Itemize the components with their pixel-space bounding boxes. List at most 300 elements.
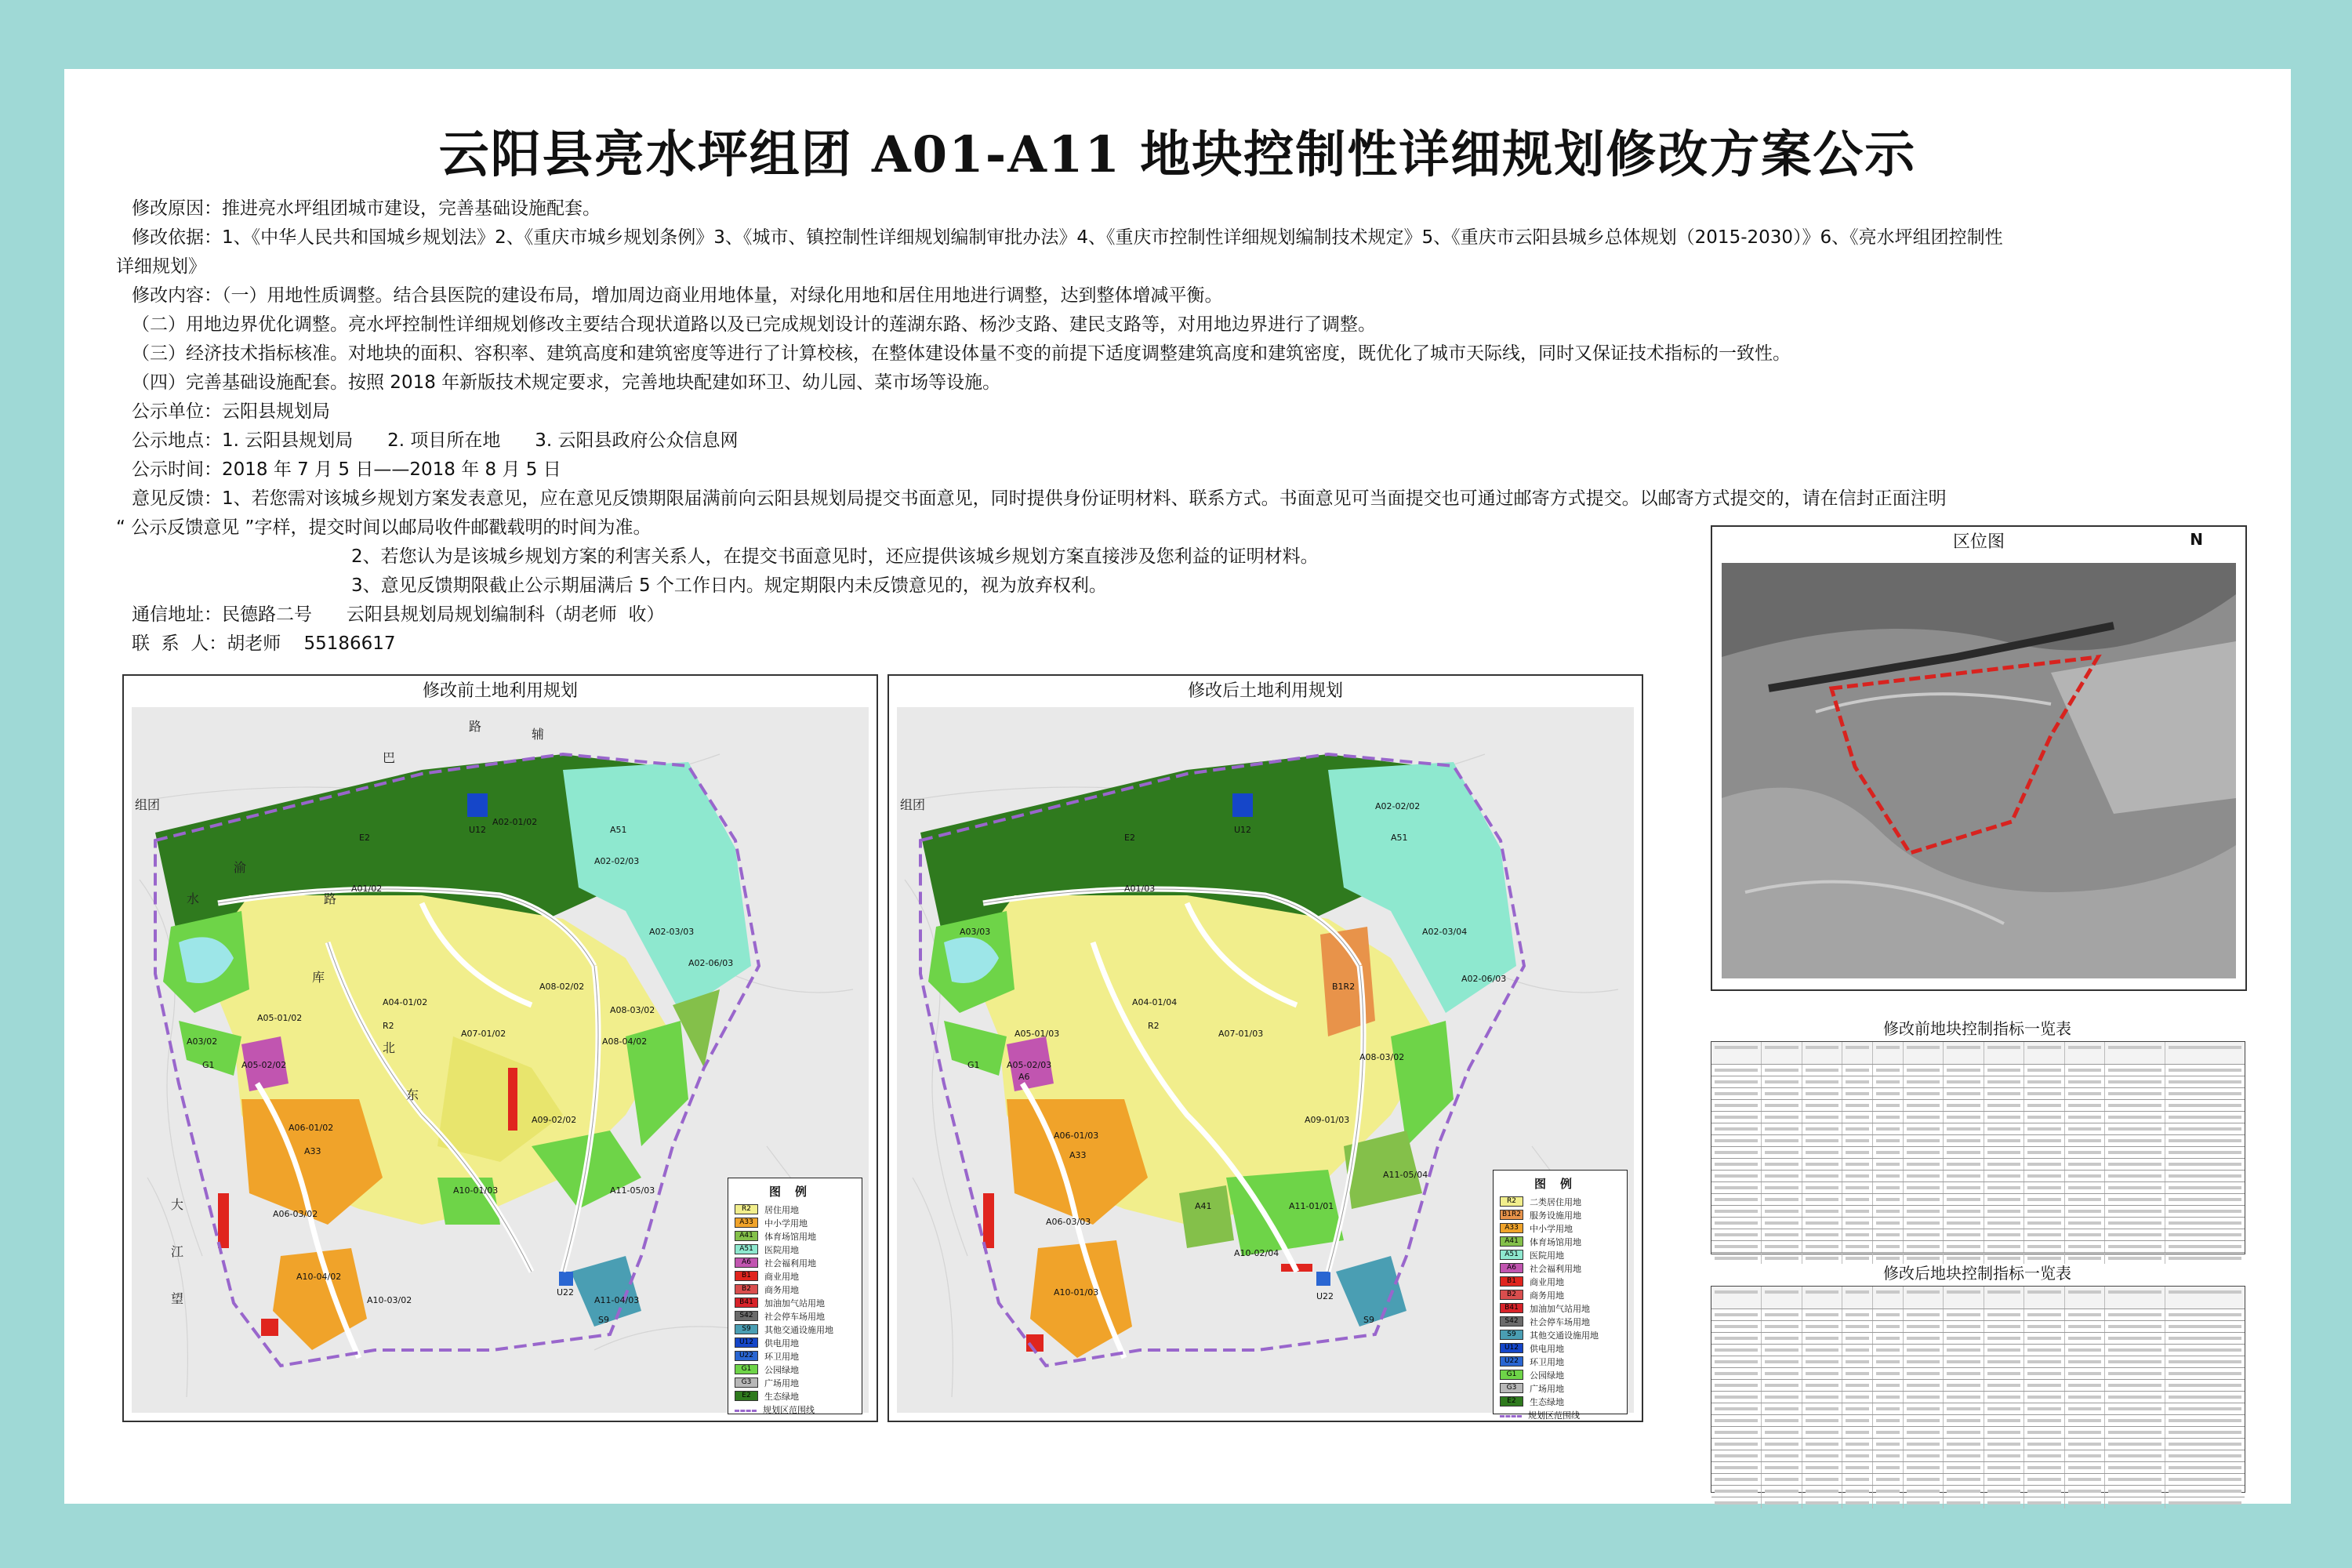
table-cell: [1904, 1218, 1944, 1229]
table-cell: [2024, 1439, 2064, 1450]
table-cell: [1904, 1345, 1944, 1356]
table-cell: [1984, 1135, 2024, 1146]
table-cell: [1842, 1368, 1873, 1379]
table-row: [1711, 1218, 2245, 1229]
svg-text:A10-03/02: A10-03/02: [367, 1295, 412, 1305]
table-cell: [2105, 1182, 2165, 1193]
table-row: [1711, 1088, 2245, 1100]
legend-label: 居住用地: [764, 1204, 799, 1215]
table-cell: [1984, 1065, 2024, 1076]
table-cell: [2165, 1427, 2245, 1438]
table-cell: [2105, 1309, 2165, 1320]
table-cell: [2165, 1345, 2245, 1356]
table-cell: [2024, 1088, 2064, 1099]
table-cell: [1984, 1123, 2024, 1134]
zone-u12: [1232, 793, 1253, 817]
legend-item: [1494, 1275, 1627, 1288]
table-row: [1711, 1380, 2245, 1392]
table-cell: [1711, 1182, 1762, 1193]
legend-item: [728, 1376, 862, 1389]
svg-text:组团: 组团: [900, 797, 926, 812]
table-cell: [1711, 1147, 1762, 1158]
table-cell: [2065, 1380, 2105, 1391]
svg-text:A02-01/02: A02-01/02: [492, 817, 538, 827]
table-cell: [1842, 1450, 1873, 1461]
svg-text:巴: 巴: [383, 750, 396, 765]
table-cell: [2165, 1088, 2245, 1099]
svg-text:路: 路: [469, 719, 482, 734]
table-cell: [2105, 1229, 2165, 1240]
table-cell: [2024, 1392, 2064, 1403]
svg-text:G1: G1: [202, 1060, 215, 1070]
table-cell: [1984, 1321, 2024, 1332]
legend-label: 其他交通设施用地: [1530, 1330, 1599, 1341]
table-cell: [1873, 1287, 1904, 1308]
table-cell: [1711, 1042, 1762, 1064]
legend-swatch: S42: [735, 1311, 758, 1321]
table-cell: [1842, 1345, 1873, 1356]
table-cell: [2065, 1194, 2105, 1205]
table-cell: [1944, 1135, 1984, 1146]
table-cell: [2165, 1065, 2245, 1076]
table-cell: [1904, 1474, 1944, 1485]
table-cell: [2105, 1135, 2165, 1146]
table-cell: [1873, 1182, 1904, 1193]
table-cell: [2024, 1309, 2064, 1320]
table-cell: [1842, 1427, 1873, 1438]
table-cell: [2105, 1076, 2165, 1087]
table-cell: [2024, 1368, 2064, 1379]
notice-contact: 联 系 人：胡老师 55186617: [132, 633, 396, 654]
table-cell: [1842, 1194, 1873, 1205]
svg-text:A33: A33: [304, 1146, 321, 1156]
table-cell: [2165, 1497, 2245, 1508]
table-cell: [1762, 1171, 1802, 1181]
table-cell: [1842, 1206, 1873, 1217]
table-row: [1711, 1159, 2245, 1171]
table-cell: [2065, 1497, 2105, 1508]
table-cell: [1842, 1171, 1873, 1181]
legend-item: [1494, 1195, 1627, 1208]
table-cell: [1762, 1380, 1802, 1391]
table-cell: [1904, 1206, 1944, 1217]
table-cell: [2024, 1497, 2064, 1508]
table-cell: [2024, 1287, 2064, 1308]
table-cell: [2024, 1229, 2064, 1240]
table-cell: [1711, 1206, 1762, 1217]
table-cell: [2165, 1403, 2245, 1414]
table-cell: [1944, 1147, 1984, 1158]
table-cell: [1802, 1380, 1842, 1391]
table-cell: [1984, 1380, 2024, 1391]
table-cell: [1802, 1309, 1842, 1320]
svg-text:A03/03: A03/03: [960, 927, 991, 937]
table-cell: [2105, 1403, 2165, 1414]
table-cell: [2024, 1450, 2064, 1461]
table-cell: [2165, 1486, 2245, 1497]
legend-item: [728, 1336, 862, 1349]
legend-item: [1494, 1221, 1627, 1235]
table-cell: [2165, 1076, 2245, 1087]
table-cell: [1873, 1229, 1904, 1240]
svg-text:A04-01/02: A04-01/02: [383, 997, 428, 1007]
table-cell: [2024, 1065, 2064, 1076]
table-cell: [1873, 1450, 1904, 1461]
legend-label: 公园绿地: [764, 1364, 799, 1375]
table-cell: [1904, 1356, 1944, 1367]
table-cell: [1711, 1345, 1762, 1356]
legend-label: 规划区范围线: [763, 1404, 815, 1415]
table-cell: [2165, 1380, 2245, 1391]
table-cell: [2065, 1462, 2105, 1473]
notice-feedback-2: 2、若您认为是该城乡规划方案的利害关系人，在提交书面意见时，还应提供该城乡规划方案直接涉及您利益的证明材料。: [351, 546, 1319, 567]
table-cell: [1802, 1229, 1842, 1240]
table-cell: [1984, 1309, 2024, 1320]
table-cell: [1762, 1427, 1802, 1438]
table-cell: [2065, 1287, 2105, 1308]
table-cell: [1984, 1159, 2024, 1170]
table-cell: [1762, 1368, 1802, 1379]
table-cell: [1984, 1182, 2024, 1193]
table-cell: [1984, 1356, 2024, 1367]
svg-text:水: 水: [187, 891, 200, 906]
notice-content-2: （二）用地边界优化调整。亮水坪控制性详细规划修改主要结合现状道路以及已完成规划设计的莲湖东路、杨沙支路、建民支路等，对用地边界进行了调整。: [132, 314, 1376, 335]
table-cell: [1904, 1333, 1944, 1344]
legend-swatch: [735, 1406, 757, 1412]
table-cell: [2065, 1439, 2105, 1450]
table-row: [1711, 1356, 2245, 1368]
svg-text:A10-04/02: A10-04/02: [296, 1272, 342, 1282]
table-cell: [2065, 1474, 2105, 1485]
table-row: [1711, 1497, 2245, 1508]
legend-swatch: A33: [1500, 1223, 1523, 1233]
legend-item: [1494, 1261, 1627, 1275]
legend-item: [1494, 1315, 1627, 1328]
legend-item: [728, 1229, 862, 1243]
table-cell: [1944, 1462, 1984, 1473]
table-cell: [1944, 1065, 1984, 1076]
table-cell: [1842, 1462, 1873, 1473]
table-cell: [1842, 1474, 1873, 1485]
table-cell: [1762, 1088, 1802, 1099]
table-cell: [1904, 1368, 1944, 1379]
table-cell: [1711, 1088, 1762, 1099]
svg-text:A11-05/03: A11-05/03: [610, 1185, 655, 1196]
table-cell: [2105, 1486, 2165, 1497]
table-cell: [2105, 1287, 2165, 1308]
table-header-row: [1711, 1287, 2245, 1309]
table-row: [1711, 1194, 2245, 1206]
table-cell: [1802, 1171, 1842, 1181]
table-cell: [1842, 1100, 1873, 1111]
table-cell: [1873, 1309, 1904, 1320]
table-row: [1711, 1486, 2245, 1497]
table-cell: [1802, 1462, 1842, 1473]
svg-text:库: 库: [312, 970, 325, 985]
table-cell: [2065, 1345, 2105, 1356]
table-cell: [1984, 1392, 2024, 1403]
table-cell: [1802, 1194, 1842, 1205]
table-cell: [1944, 1380, 1984, 1391]
table-cell: [1802, 1100, 1842, 1111]
table-cell: [1873, 1123, 1904, 1134]
table-cell: [1842, 1065, 1873, 1076]
map-panel-after: [887, 674, 1643, 1422]
legend-item: [728, 1269, 862, 1283]
location-map-title: 区位图: [1952, 532, 2005, 552]
table-cell: [1802, 1415, 1842, 1426]
table-cell: [2065, 1241, 2105, 1252]
table-cell: [1802, 1218, 1842, 1229]
legend-label: 医院用地: [1530, 1250, 1564, 1261]
table-cell: [2024, 1427, 2064, 1438]
svg-text:A08-02/02: A08-02/02: [539, 982, 585, 992]
location-map-image: [1722, 563, 2236, 978]
legend-item: [1494, 1248, 1627, 1261]
zone-b1-2: [218, 1193, 229, 1248]
table-cell: [1842, 1159, 1873, 1170]
legend-before-title: 图例: [768, 1185, 821, 1199]
legend-swatch: G1: [735, 1364, 758, 1374]
table-cell: [2024, 1345, 2064, 1356]
table-cell: [1762, 1392, 1802, 1403]
table-cell: [1904, 1380, 1944, 1391]
table-cell: [1873, 1135, 1904, 1146]
table-cell: [1984, 1100, 2024, 1111]
legend-item: [1494, 1408, 1627, 1421]
table-row: [1711, 1309, 2245, 1321]
legend-label: 服务设施用地: [1530, 1210, 1581, 1221]
svg-text:A51: A51: [1391, 833, 1408, 843]
table-cell: [1984, 1076, 2024, 1087]
legend-swatch: G3: [735, 1377, 758, 1388]
legend-item: [1494, 1208, 1627, 1221]
table-cell: [1873, 1356, 1904, 1367]
legend-swatch: B2: [1500, 1290, 1523, 1300]
table-cell: [1802, 1112, 1842, 1123]
table-cell: [1711, 1241, 1762, 1252]
table-after: [1711, 1286, 2245, 1493]
table-cell: [1904, 1462, 1944, 1473]
table-cell: [1711, 1462, 1762, 1473]
legend-label: 加油加气站用地: [1530, 1303, 1590, 1314]
table-cell: [1904, 1287, 1944, 1308]
legend-label: 生态绿地: [764, 1391, 799, 1402]
table-cell: [1904, 1159, 1944, 1170]
table-cell: [1984, 1427, 2024, 1438]
table-cell: [2165, 1474, 2245, 1485]
svg-text:A08-04/02: A08-04/02: [602, 1036, 648, 1047]
svg-text:E2: E2: [359, 833, 370, 843]
notice-content-4: （四）完善基础设施配套。按照 2018 年新版技术规定要求，完善地块配建如环卫、幼儿园、菜市场等设施。: [132, 372, 1001, 393]
table-cell: [1762, 1474, 1802, 1485]
table-cell: [1842, 1321, 1873, 1332]
table-cell: [1944, 1345, 1984, 1356]
legend-item: [728, 1243, 862, 1256]
table-cell: [1711, 1392, 1762, 1403]
table-cell: [1711, 1333, 1762, 1344]
table-cell: [2024, 1380, 2064, 1391]
table-cell: [1711, 1403, 1762, 1414]
svg-text:A04-01/04: A04-01/04: [1132, 997, 1178, 1007]
table-cell: [1802, 1065, 1842, 1076]
svg-text:G1: G1: [967, 1060, 980, 1070]
table-cell: [1711, 1427, 1762, 1438]
legend-item: [1494, 1355, 1627, 1368]
table-cell: [2024, 1462, 2064, 1473]
table-cell: [1802, 1345, 1842, 1356]
table-cell: [2165, 1368, 2245, 1379]
table-cell: [2165, 1123, 2245, 1134]
table-cell: [2065, 1333, 2105, 1344]
table-cell: [2024, 1042, 2064, 1064]
legend-swatch: R2: [1500, 1196, 1523, 1207]
notice-time: 公示时间：2018 年 7 月 5 日——2018 年 8 月 5 日: [132, 459, 561, 480]
table-cell: [1802, 1392, 1842, 1403]
table-cell: [1762, 1112, 1802, 1123]
notice-board: [64, 69, 2291, 1504]
table-cell: [2024, 1486, 2064, 1497]
table-cell: [1842, 1415, 1873, 1426]
table-cell: [1842, 1497, 1873, 1508]
svg-text:A11-01/01: A11-01/01: [1289, 1201, 1334, 1211]
table-cell: [1711, 1287, 1762, 1308]
legend-label: 环卫用地: [1530, 1356, 1564, 1367]
table-cell: [2105, 1415, 2165, 1426]
table-cell: [2024, 1206, 2064, 1217]
svg-text:A10-02/04: A10-02/04: [1234, 1248, 1279, 1258]
table-cell: [1842, 1135, 1873, 1146]
table-cell: [1944, 1206, 1984, 1217]
table-cell: [1904, 1194, 1944, 1205]
table-cell: [1711, 1474, 1762, 1485]
table-cell: [1984, 1450, 2024, 1461]
table-row: [1711, 1135, 2245, 1147]
table-cell: [1904, 1100, 1944, 1111]
table-cell: [2024, 1147, 2064, 1158]
table-cell: [1873, 1100, 1904, 1111]
table-cell: [1873, 1241, 1904, 1252]
legend-label: 体育场馆用地: [764, 1231, 816, 1242]
table-row: [1711, 1368, 2245, 1380]
svg-text:R2: R2: [1148, 1021, 1160, 1031]
table-cell: [1802, 1182, 1842, 1193]
notice-basis: 修改依据：1、《中华人民共和国城乡规划法》2、《重庆市城乡规划条例》3、《城市、镇控制性详细规划编制审批办法》4、《重庆市控制性详细规划编制技术规定》5、《重庆市云阳县城乡总体规划（2015-2030）》6、《亮水坪组团控制性: [132, 227, 2003, 248]
svg-text:A06-03/03: A06-03/03: [1046, 1217, 1091, 1227]
svg-text:路: 路: [324, 891, 337, 906]
table-row: [1711, 1403, 2245, 1415]
table-cell: [1904, 1088, 1944, 1099]
table-cell: [1944, 1112, 1984, 1123]
table-cell: [1711, 1309, 1762, 1320]
table-cell: [1762, 1415, 1802, 1426]
svg-text:A06-03/02: A06-03/02: [273, 1209, 318, 1219]
zone-u12: [467, 793, 488, 817]
legend-label: 社会停车场用地: [764, 1311, 825, 1322]
legend-item: [728, 1296, 862, 1309]
table-cell: [1842, 1403, 1873, 1414]
table-cell: [2065, 1171, 2105, 1181]
table-cell: [1944, 1088, 1984, 1099]
table-cell: [2105, 1321, 2165, 1332]
legend-swatch: B41: [735, 1298, 758, 1308]
map-panel-before: [122, 674, 878, 1422]
table-cell: [2065, 1450, 2105, 1461]
table-cell: [1711, 1135, 1762, 1146]
table-cell: [1802, 1439, 1842, 1450]
table-cell: [2105, 1474, 2165, 1485]
table-cell: [2165, 1439, 2245, 1450]
table-cell: [2065, 1135, 2105, 1146]
table-cell: [2105, 1368, 2165, 1379]
table-cell: [1984, 1194, 2024, 1205]
table-cell: [1762, 1321, 1802, 1332]
zone-b1-2: [983, 1193, 994, 1248]
table-cell: [2065, 1112, 2105, 1123]
table-cell: [1711, 1368, 1762, 1379]
table-cell: [2065, 1123, 2105, 1134]
legend-label: 医院用地: [764, 1244, 799, 1255]
table-row: [1711, 1171, 2245, 1182]
table-cell: [2024, 1218, 2064, 1229]
legend-label: 中小学用地: [764, 1218, 808, 1229]
svg-text:A02-06/03: A02-06/03: [1461, 974, 1507, 984]
table-row: [1711, 1123, 2245, 1135]
table-cell: [1802, 1206, 1842, 1217]
table-cell: [1944, 1182, 1984, 1193]
table-cell: [1802, 1321, 1842, 1332]
table-row: [1711, 1241, 2245, 1253]
zone-b1-1: [508, 1068, 517, 1131]
legend-item: [728, 1389, 862, 1403]
table-cell: [2065, 1088, 2105, 1099]
table-cell: [2065, 1403, 2105, 1414]
svg-text:A07-01/02: A07-01/02: [461, 1029, 506, 1039]
legend-item: [728, 1203, 862, 1216]
table-cell: [1711, 1065, 1762, 1076]
table-cell: [1762, 1206, 1802, 1217]
svg-text:望: 望: [171, 1291, 184, 1306]
table-cell: [2165, 1287, 2245, 1308]
notice-content-1: 修改内容：（一）用地性质调整。结合县医院的建设布局，增加周边商业用地体量，对绿化用地和居住用地进行调整，达到整体增减平衡。: [132, 285, 1223, 306]
table-cell: [2105, 1462, 2165, 1473]
table-cell: [1873, 1088, 1904, 1099]
table-cell: [2105, 1333, 2165, 1344]
legend-swatch: U22: [1500, 1356, 1523, 1367]
svg-text:江: 江: [171, 1244, 184, 1259]
table-cell: [1904, 1309, 1944, 1320]
table-cell: [2105, 1392, 2165, 1403]
table-cell: [2165, 1333, 2245, 1344]
svg-text:东: 东: [406, 1087, 419, 1102]
table-cell: [1711, 1076, 1762, 1087]
table-cell: [1842, 1356, 1873, 1367]
legend-after: [1493, 1170, 1628, 1421]
legend-item: [728, 1309, 862, 1323]
table-cell: [2105, 1088, 2165, 1099]
map-before-title: 修改前土地利用规划: [422, 681, 578, 701]
table-cell: [1944, 1486, 1984, 1497]
table-cell: [1984, 1088, 2024, 1099]
table-cell: [2024, 1171, 2064, 1181]
svg-text:U12: U12: [1234, 825, 1252, 835]
legend-label: 商业用地: [1530, 1276, 1564, 1287]
legend-label: 商务用地: [764, 1284, 799, 1295]
svg-text:A06-01/02: A06-01/02: [289, 1123, 334, 1133]
legend-label: 加油加气站用地: [764, 1298, 825, 1308]
table-cell: [1904, 1392, 1944, 1403]
table-cell: [1802, 1135, 1842, 1146]
